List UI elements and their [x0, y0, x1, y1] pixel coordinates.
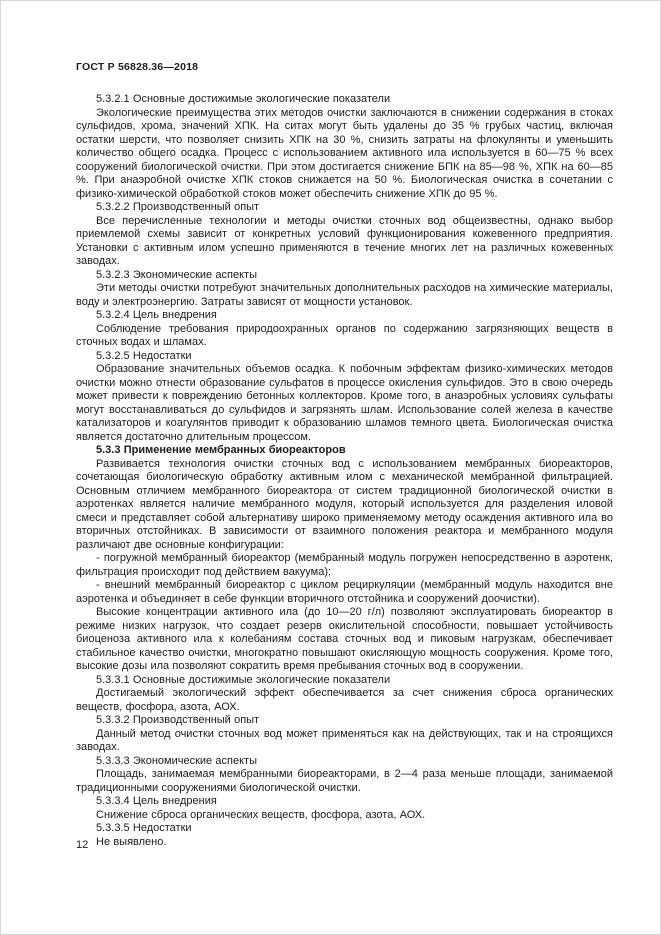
paragraph: Соблюдение требования природоохранных органов по содержанию загрязняющих веществ в сточных водах и шламах.	[76, 322, 613, 348]
paragraph: Эти методы очистки потребуют значительных дополнительных расходов на химические материалы, воду и электроэнергию. Затраты зависят от мощности установок.	[76, 282, 613, 308]
section-heading: 5.3.2.5 Недостатки	[96, 349, 192, 362]
paragraph: - погружной мембранный биореактор (мембранный модуль погружен непосредственно в аэротенк, фильтрация происходит под действием вакуума);	[76, 552, 613, 578]
section-heading: 5.3.3.5 Недостатки	[96, 822, 192, 834]
section-heading: 5.3.2.3 Экономические аспекты	[96, 268, 258, 281]
section-heading: 5.3.2.1 Основные достижимые экологические показатели	[96, 93, 391, 105]
paragraph: Не выявлено.	[96, 835, 167, 848]
section-heading: 5.3.3.4 Цель внедрения	[96, 795, 217, 807]
section-heading: 5.3.3.2 Производственный опыт	[96, 714, 260, 726]
paragraph: - внешний мембранный биореактор с циклом рециркуляции (мембранный модуль находится вне аэротенка и объединяет в себе функции вторичного отстойника и сооружений доочистки).	[76, 579, 613, 605]
paragraph: Площадь, занимаемая мембранными биореакторами, в 2—4 раза меньше площади, занимаемой традиционными сооружениями биологической очистки.	[76, 768, 613, 794]
section-heading: 5.3.2.4 Цель внедрения	[96, 309, 217, 321]
section-heading: 5.3.3.1 Основные достижимые экологические показатели	[96, 673, 391, 686]
document-body	[76, 93, 613, 849]
paragraph: Экологические преимущества этих методов очистки заключаются в снижении содержания в стоках сульфидов, хрома, значений ХПК. На ситах могут быть удалены до 35 % грубых частиц, включая остатки шерсти, что позволяет снизить ХПК на 30 %, снизить затраты на флокулянты и уменьшить количество общего осадка. Процесс с использованием активного ила используется в 60—75 % всех сооружений биологической очистки. При этом достигается снижение БПК на 85—98 %, ХПК на 60—85 %. При анаэробной очистке ХПК стоков снижается на 50 %. Биологическая очистка в сочетании с физико-химической обработкой стоков может обеспечить снижение ХПК до 95 %.	[76, 106, 613, 200]
section-heading: 5.3.3.3 Экономические аспекты	[96, 754, 258, 767]
document-standard-number: ГОСТ Р 56828.36—2018	[76, 61, 199, 73]
paragraph: Высокие концентрации активного ила (до 10—20 г/л) позволяют эксплуатировать биореактор в режиме низких нагрузок, что создает резерв окислительной способности, повышает устойчивость биоценоза активного ила к колебаниям состава сточных вод и пиковым нагрузкам, обеспечивает стабильное качество очистки, многократно повышают окисляющую мощность сооружения. Кроме того, высокие дозы ила позволяют сократить время пребывания сточных вод в сооружении.	[76, 606, 613, 672]
section-heading: 5.3.2.2 Производственный опыт	[96, 201, 260, 213]
paragraph: Данный метод очистки сточных вод может применяться как на действующих, так и на строящихся заводах.	[76, 727, 613, 753]
paragraph: Развивается технология очистки сточных вод с использованием мембранных биореакторов, сочетающая биологическую обработку активным илом с механической мембранной фильтрацией. Основным отличием мембранного биореактора от систем традиционной биологической очистки в аэротенках является наличие мембранного модуля, который используется для разделения иловой смеси и представляет собой альтернативу широко применяемому методу осаждения активного ила во вторичных отстойниках. В зависимости от взаимного положения реактора и мембранного модуля различают две основные конфигурации:	[76, 457, 613, 551]
paragraph: Достигаемый экологический эффект обеспечивается за счет снижения сброса органических веществ, фосфора, азота, АОХ.	[76, 687, 613, 713]
paragraph: Все перечисленные технологии и методы очистки сточных вод общеизвестны, однако выбор приемлемой схемы зависит от конкретных условий функционирования кожевенного предприятия. Установки с активным илом успешно применяются в течение многих лет на различных кожевенных заводах.	[76, 214, 613, 267]
section-heading: 5.3.3 Применение мембранных биореакторов	[96, 444, 346, 456]
page-number: 12	[76, 839, 89, 851]
paragraph: Снижение сброса органических веществ, фосфора, азота, АОХ.	[96, 808, 426, 821]
paragraph: Образование значительных объемов осадка. К побочным эффектам физико-химических методов очистки можно отнести образование сульфатов в процессе окисления сульфидов. Это в свою очередь может привести к повреждению бетонных коллекторов. Кроме того, в анаэробных условиях сульфаты могут восстанавливаться до сульфидов и загрязнять шлам. Использование солей железа в качестве катализаторов и коагулянтов приводит к образованию шламов темного цвета. Биологическая очистка является достаточно длительным процессом.	[76, 363, 613, 443]
